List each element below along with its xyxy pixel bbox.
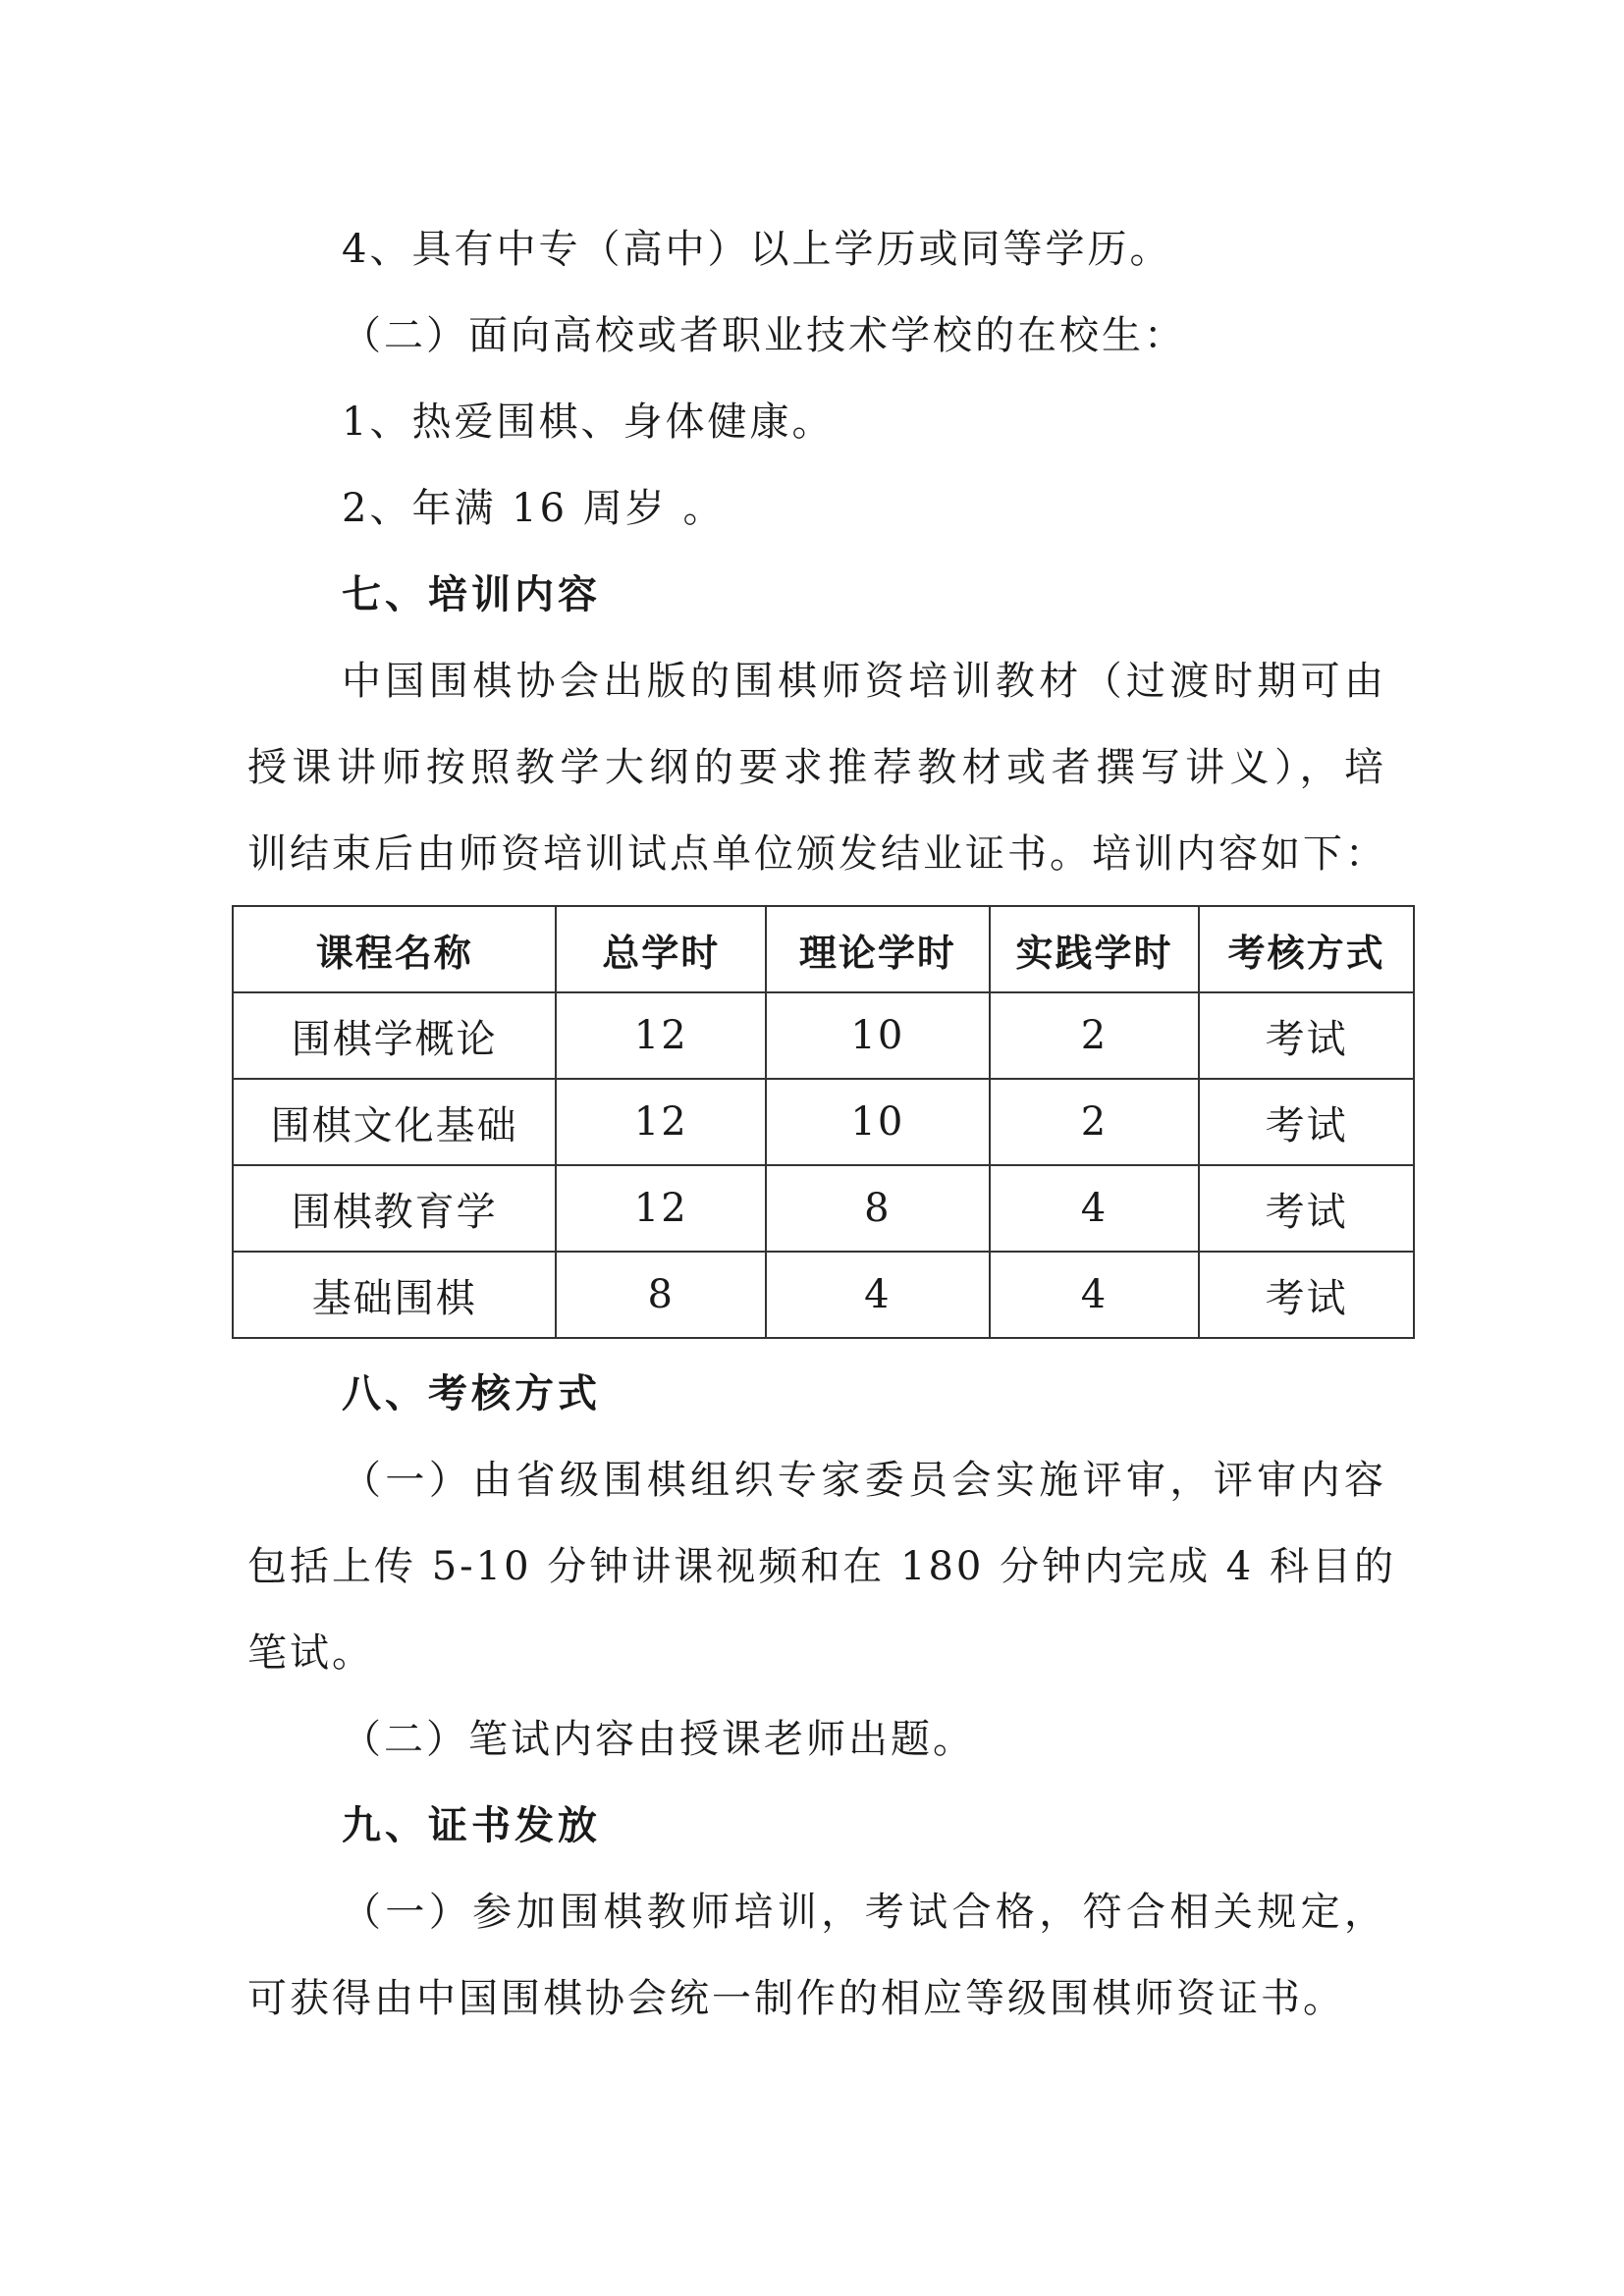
section-7-line-1: 中国围棋协会出版的围棋师资培训教材（过渡时期可由 <box>342 659 1386 704</box>
cell-practice-hours: 4 <box>990 1252 1200 1338</box>
header-course-name: 课程名称 <box>233 906 556 992</box>
cell-assessment: 考试 <box>1199 1079 1414 1165</box>
cell-assessment: 考试 <box>1199 992 1414 1079</box>
cell-course-name: 围棋学概论 <box>233 992 556 1079</box>
cell-total-hours: 12 <box>556 1165 766 1252</box>
cell-practice-hours: 2 <box>990 1079 1200 1165</box>
section-8-line-1: （一）由省级围棋组织专家委员会实施评审，评审内容 <box>342 1458 1386 1503</box>
section-8-line-2: 包括上传 5-10 分钟讲课视频和在 180 分钟内完成 4 科目的 <box>247 1544 1396 1589</box>
section-7-line-2: 授课讲师按照教学大纲的要求推荐教材或者撰写讲义），培 <box>247 745 1386 790</box>
cell-theory-hours: 8 <box>766 1165 990 1252</box>
table-header-row <box>233 906 1414 992</box>
paragraph-age: 2、年满 16 周岁 。 <box>342 486 726 531</box>
cell-course-name: 围棋文化基础 <box>233 1079 556 1165</box>
cell-course-name: 基础围棋 <box>233 1252 556 1338</box>
cell-practice-hours: 2 <box>990 992 1200 1079</box>
paragraph-students-heading: （二）面向高校或者职业技术学校的在校生： <box>342 313 1186 358</box>
cell-total-hours: 12 <box>556 992 766 1079</box>
cell-assessment: 考试 <box>1199 1252 1414 1338</box>
table-row <box>233 1165 1414 1252</box>
table-row <box>233 992 1414 1079</box>
cell-theory-hours: 10 <box>766 1079 990 1165</box>
document-body <box>247 206 1396 2042</box>
header-total-hours: 总学时 <box>556 906 766 992</box>
cell-course-name: 围棋教育学 <box>233 1165 556 1252</box>
header-assessment: 考核方式 <box>1199 906 1414 992</box>
cell-total-hours: 12 <box>556 1079 766 1165</box>
header-practice-hours: 实践学时 <box>990 906 1200 992</box>
section-9-line-2: 可获得由中国围棋协会统一制作的相应等级围棋师资证书。 <box>247 1976 1345 2021</box>
cell-assessment: 考试 <box>1199 1165 1414 1252</box>
course-table-wrapper <box>232 905 1415 1339</box>
table-row <box>233 1252 1414 1338</box>
cell-theory-hours: 10 <box>766 992 990 1079</box>
section-8-line-3: 笔试。 <box>247 1630 374 1676</box>
cell-theory-hours: 4 <box>766 1252 990 1338</box>
cell-practice-hours: 4 <box>990 1165 1200 1252</box>
paragraph-health: 1、热爱围棋、身体健康。 <box>342 400 835 445</box>
cell-total-hours: 8 <box>556 1252 766 1338</box>
course-table <box>232 905 1415 1339</box>
section-7-line-3: 训结束后由师资培训试点单位颁发结业证书。培训内容如下： <box>247 831 1387 877</box>
header-theory-hours: 理论学时 <box>766 906 990 992</box>
table-row <box>233 1079 1414 1165</box>
section-9-heading: 九、证书发放 <box>342 1803 601 1848</box>
section-8-heading: 八、考核方式 <box>342 1371 601 1416</box>
section-9-line-1: （一）参加围棋教师培训，考试合格，符合相关规定， <box>342 1890 1386 1935</box>
paragraph-education: 4、具有中专（高中）以上学历或同等学历。 <box>342 227 1172 272</box>
section-7-heading: 七、培训内容 <box>342 572 601 617</box>
section-8-item-2: （二）笔试内容由授课老师出题。 <box>342 1717 975 1762</box>
